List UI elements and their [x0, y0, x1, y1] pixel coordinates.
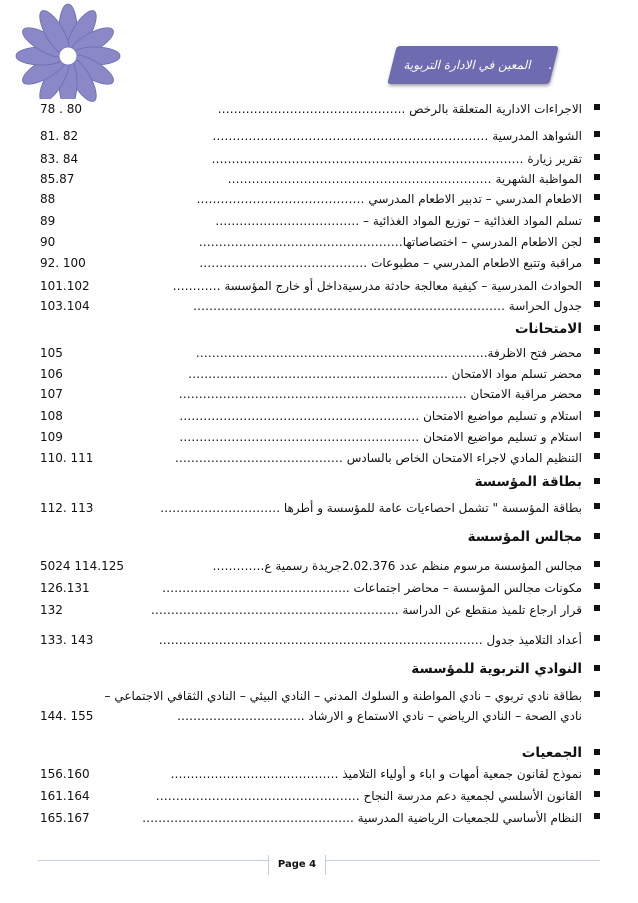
toc-entry-page: 85.87 — [40, 169, 76, 189]
section-heading-text: مجالس المؤسسة — [467, 529, 582, 545]
bullet-square-icon — [594, 635, 600, 641]
section-heading-text: الجمعيات — [521, 745, 582, 761]
toc-entry — [40, 427, 600, 447]
toc-entry-title: بطاقة نادي تربوي – نادي المواطنة و السلوك المدني – النادي البيئي – النادي الثقافي الاجتماعي – — [104, 689, 582, 703]
bullet-square-icon — [594, 791, 600, 797]
toc-entry-page: 126.131 — [40, 578, 92, 598]
toc-entry-title: بطاقة المؤسسة " تشمل احصاءيات عامة للمؤسسة و أطرها ………………………… — [160, 501, 582, 515]
toc-entry-page: 105 — [40, 343, 65, 363]
toc-entry — [40, 169, 600, 189]
toc-entry — [40, 211, 600, 231]
bullet-square-icon — [594, 104, 600, 110]
toc-entry-page: 109 — [40, 427, 65, 447]
header-banner-dot: . — [548, 58, 552, 72]
bullet-square-icon — [594, 533, 600, 539]
toc-entry-page: 92. 100 — [40, 253, 88, 273]
bullet-square-icon — [594, 478, 600, 484]
toc-entry — [40, 764, 600, 784]
toc-entry — [40, 276, 600, 296]
toc-entry — [40, 343, 600, 363]
toc-entry — [40, 384, 600, 404]
toc-entry-title: المواظبة الشهرية ………………………………………………………… — [227, 172, 582, 186]
section-heading — [40, 526, 600, 548]
toc-entry — [40, 630, 600, 650]
toc-entry — [40, 786, 600, 806]
flower-icon — [14, 2, 122, 110]
toc-entry — [40, 364, 600, 384]
bullet-square-icon — [594, 237, 600, 243]
toc-entry-page: 89 — [40, 211, 57, 231]
toc-entry-title: استلام و تسليم مواضيع الامتحان …………………………………………………… — [179, 430, 582, 444]
toc-entry-page: 110. 111 — [40, 448, 95, 468]
toc-entry — [40, 253, 600, 273]
bullet-square-icon — [594, 131, 600, 137]
section-heading — [40, 318, 600, 340]
toc-entry-title: الاجراءات الادارية المتعلقة بالرخص ..……………………………………… — [217, 102, 582, 116]
toc-entry-title: تقرير زيارة …………………………………………………………………… — [211, 152, 582, 166]
toc-entry-title: جدول الحراسة …………………………………………………………………… — [192, 299, 582, 313]
toc-entry-page: 106 — [40, 364, 65, 384]
bullet-square-icon — [594, 769, 600, 775]
toc-entry-title: محضر فتح الاظرفة.……………………………………………………………… — [195, 346, 582, 360]
bullet-square-icon — [594, 665, 600, 671]
bullet-square-icon — [594, 325, 600, 331]
section-heading — [40, 742, 600, 764]
toc-entry-title: النظام الأساسي للجمعيات الرياضية المدرسية ..…………………………………………… — [142, 811, 582, 825]
toc-entry-title: الحوادث المدرسية – كيفية معالجة حادثة مدرسيةداخل أو خارج المؤسسة ………… — [172, 279, 582, 293]
bullet-square-icon — [594, 583, 600, 589]
bullet-square-icon — [594, 749, 600, 755]
toc-entry-title: محضر مراقبة الامتحان ……………………………………………………………… — [178, 387, 582, 401]
bullet-square-icon — [594, 281, 600, 287]
toc-entry-page: 81. 82 — [40, 126, 80, 146]
toc-entry-page: 107 — [40, 384, 65, 404]
toc-entry — [40, 578, 600, 598]
toc-entry-page: 165.167 — [40, 808, 92, 828]
bullet-square-icon — [594, 174, 600, 180]
bullet-square-icon — [594, 154, 600, 160]
bullet-square-icon — [594, 561, 600, 567]
bullet-square-icon — [594, 301, 600, 307]
toc-entry — [40, 406, 600, 426]
toc-entry — [40, 189, 600, 209]
bullet-square-icon — [594, 691, 600, 697]
header-banner-title: المعين في الادارة التربوية — [403, 58, 531, 72]
toc-entry — [40, 99, 600, 119]
toc-entry-title: الشواهد المدرسية …………………………………………………………… — [212, 129, 582, 143]
toc-entry-page: 83. 84 — [40, 149, 80, 169]
bullet-square-icon — [594, 503, 600, 509]
toc-entry-page: 144. 155 — [40, 706, 95, 726]
toc-entry-title: قرار ارجاع تلميذ منقطع عن الدراسة ..…………………………………………………… — [150, 603, 582, 617]
toc-entry-page: 161.164 — [40, 786, 92, 806]
toc-entry — [40, 149, 600, 169]
section-heading — [40, 658, 600, 680]
toc-entry-page: 112. 113 — [40, 498, 95, 518]
toc-entry — [40, 556, 600, 576]
toc-entry-page: 88 — [40, 189, 57, 209]
toc-entry-title: أعداد التلاميذ جدول ……………………………………………………………………… — [158, 633, 582, 647]
toc-entry — [40, 686, 600, 726]
bullet-square-icon — [594, 411, 600, 417]
bullet-square-icon — [594, 258, 600, 264]
toc-entry-page: 101.102 — [40, 276, 92, 296]
toc-entry-page: 103.104 — [40, 296, 92, 316]
bullet-square-icon — [594, 369, 600, 375]
bullet-square-icon — [594, 216, 600, 222]
toc-entry-page: 5024 114.125 — [40, 556, 126, 576]
toc-entry — [40, 232, 600, 252]
toc-entry-page: 78 . 80 — [40, 99, 84, 119]
toc-entry-title: تسلم المواد الغذائية – توزيع المواد الغذائية – ……………………………… — [215, 214, 582, 228]
page-number: Page 4 — [268, 855, 326, 875]
toc-entry — [40, 126, 600, 146]
toc-entry-title: التنظيم المادي لاجراء الامتحان الخاص بالسادس …………………………………… — [174, 451, 582, 465]
toc-entry-page: 108 — [40, 406, 65, 426]
toc-entry-page: 90 — [40, 232, 57, 252]
bullet-square-icon — [594, 605, 600, 611]
toc-entry-title: الاطعام المدرسي – تدبير الاطعام المدرسي …………………………………… — [196, 192, 582, 206]
toc-entry-title: نموذج لقانون جمعية أمهات و اباء و أولياء التلاميذ …………………………………… — [170, 767, 582, 781]
toc-entry-title: محضر تسلم مواد الامتحان ..……………………………………………………… — [188, 367, 582, 381]
toc-entry-title: مجالس المؤسسة مرسوم منظم عدد 2.02.376جريدة رسمية ع.………… — [212, 559, 582, 573]
section-heading-text: بطاقة المؤسسة — [474, 474, 582, 490]
toc-entry — [40, 448, 600, 468]
bullet-square-icon — [594, 348, 600, 354]
bullet-square-icon — [594, 194, 600, 200]
toc-entry — [40, 296, 600, 316]
section-heading-text: الامتحانات — [514, 321, 582, 337]
toc-entry-title: استلام و تسليم مواضيع الامتحان …………………………………………………… — [179, 409, 582, 423]
toc-entry-page: 156.160 — [40, 764, 92, 784]
toc-entry-page: 132 — [40, 600, 65, 620]
toc-entry-title-line2: نادي الصحة – النادي الرياضي – نادي الاستماع و الارشاد ..………………………… — [176, 709, 582, 723]
bullet-square-icon — [594, 432, 600, 438]
section-heading — [40, 471, 600, 493]
bullet-square-icon — [594, 813, 600, 819]
toc-entry-title: القانون الأسلسي لجمعية دعم مدرسة النجاح …………………………………………… — [155, 789, 582, 803]
toc-entry-title: لجن الاطعام المدرسي – اختصاصاتها…………………………………………… — [198, 235, 582, 249]
bullet-square-icon — [594, 389, 600, 395]
toc-entry — [40, 600, 600, 620]
toc-entry-title: مكونات مجالس المؤسسة – محاضر اجتماعات ..……………………………………… — [162, 581, 582, 595]
bullet-square-icon — [594, 453, 600, 459]
section-heading-text: النوادي التربوية للمؤسسة — [411, 661, 582, 677]
toc-entry-page: 133. 143 — [40, 630, 95, 650]
toc-entry — [40, 498, 600, 518]
toc-entry — [40, 808, 600, 828]
toc-entry-title: مراقبة وتتبع الاطعام المدرسي – مطبوعات …………………………………… — [199, 256, 582, 270]
